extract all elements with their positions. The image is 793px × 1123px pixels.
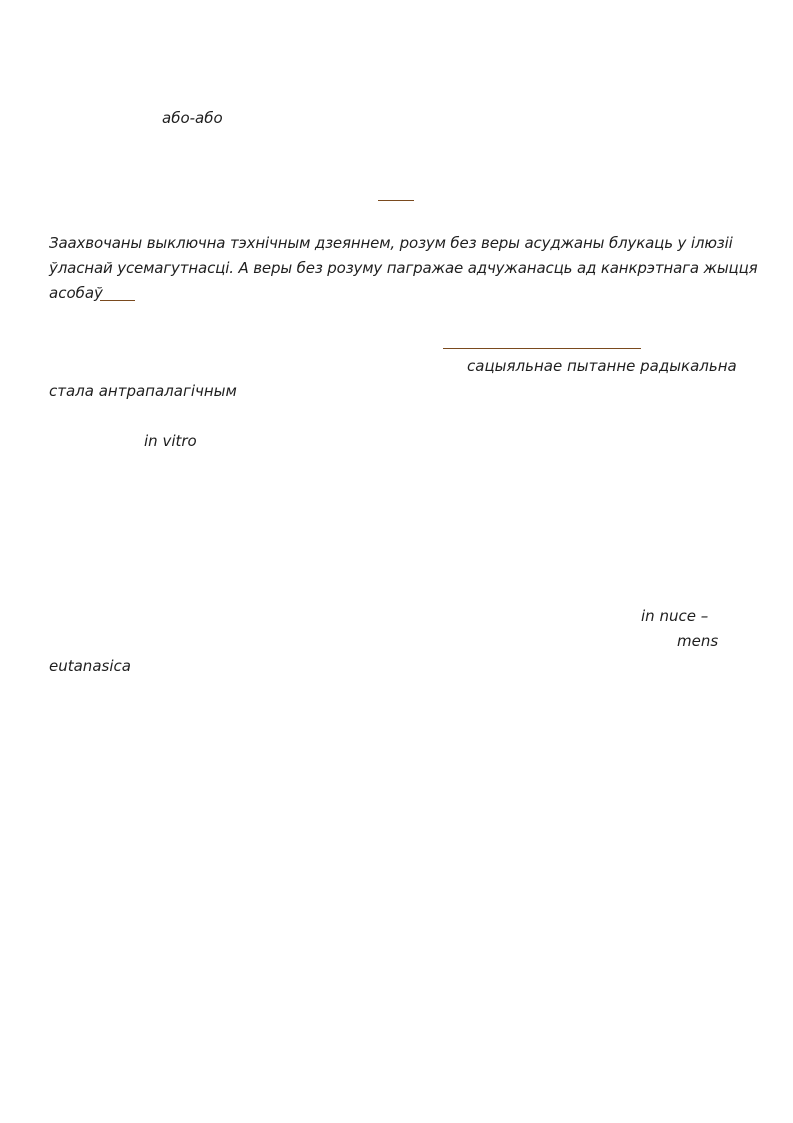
paragraph-line-1: Заахвочаны выключна тэхнічным дзеяннем, розум без веры асуджаны блукаць у ілюзіі [49, 234, 733, 252]
text-fragment-in-nuce: in nuce – [641, 607, 709, 625]
paragraph-line-2: ўласнай усемагутнасці. А веры без розуму пагражае адчужанасць ад канкрэтнага жыцця [49, 259, 758, 277]
footnote-rule [100, 300, 135, 301]
text-fragment-eutanasica: eutanasica [49, 657, 131, 675]
paragraph-line-3: асобаў [49, 284, 103, 302]
text-fragment-in-vitro: in vitro [144, 432, 197, 450]
text-fragment-anthropological: стала антрапалагічным [49, 382, 237, 400]
separator-rule [443, 348, 641, 349]
footnote-rule [378, 200, 414, 201]
text-fragment-mens: mens [677, 632, 719, 650]
text-fragment-abo-abo: або-або [162, 109, 223, 127]
text-fragment-social-question: сацыяльнае пытанне радыкальна [467, 357, 737, 375]
